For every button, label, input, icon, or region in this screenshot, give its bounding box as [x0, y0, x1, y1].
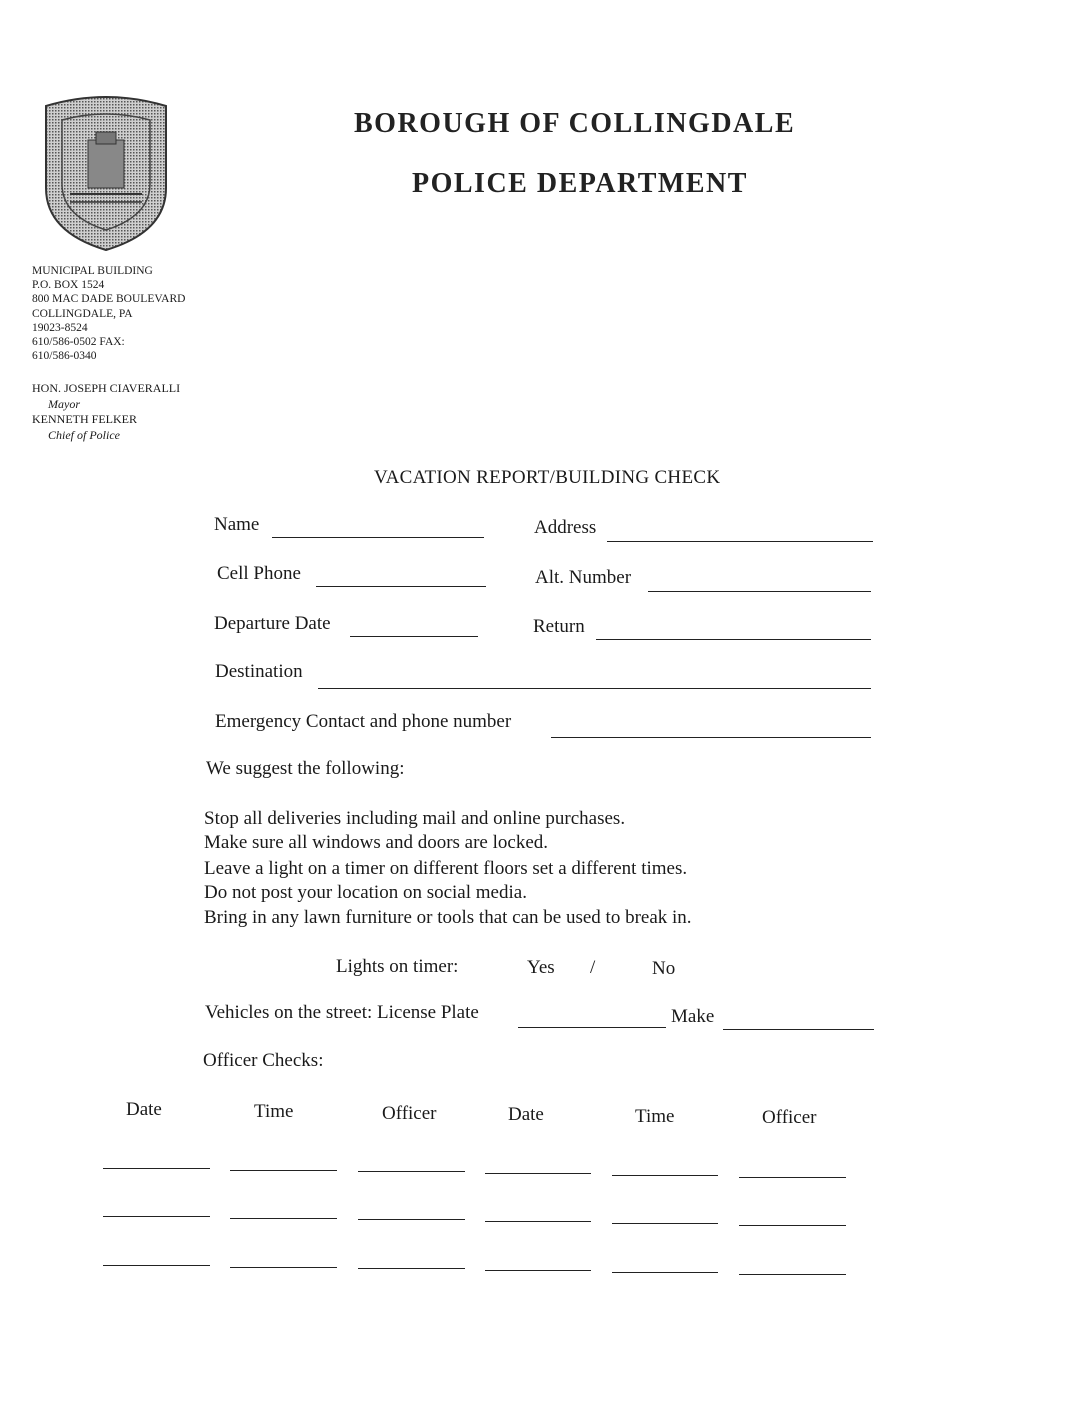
- department-title: POLICE DEPARTMENT: [412, 168, 748, 199]
- address-line: P.O. BOX 1524: [32, 279, 105, 292]
- make-label: Make: [671, 1006, 715, 1027]
- check-entry-line[interactable]: [485, 1221, 591, 1222]
- cell-phone-label: Cell Phone: [217, 563, 301, 584]
- address-line: COLLINGDALE, PA: [32, 307, 133, 320]
- column-header-time: Time: [635, 1106, 675, 1127]
- suggestion-item: Make sure all windows and doors are locked.: [204, 832, 549, 853]
- column-header-officer: Officer: [762, 1107, 817, 1128]
- vehicles-label: Vehicles on the street: License Plate: [205, 1002, 479, 1023]
- officer-checks-label: Officer Checks:: [203, 1050, 324, 1071]
- chief-title: Chief of Police: [48, 427, 120, 442]
- no-option[interactable]: No: [652, 958, 676, 979]
- yes-option[interactable]: Yes: [527, 957, 555, 978]
- make-field[interactable]: [723, 1029, 874, 1030]
- name-label: Name: [214, 514, 260, 535]
- check-entry-line[interactable]: [230, 1170, 337, 1171]
- address-line: 610/586-0340: [32, 350, 97, 363]
- address-block: [32, 264, 185, 363]
- return-label: Return: [533, 616, 585, 637]
- suggestion-item: Leave a light on a timer on different floors set a different times.: [204, 858, 688, 879]
- emergency-contact-field[interactable]: [551, 737, 871, 738]
- suggestion-item: Stop all deliveries including mail and online purchases.: [204, 808, 626, 829]
- check-entry-line[interactable]: [485, 1270, 591, 1271]
- departure-date-field[interactable]: [350, 636, 478, 637]
- check-entry-line[interactable]: [358, 1219, 465, 1220]
- address-field[interactable]: [607, 541, 873, 542]
- check-entry-line[interactable]: [485, 1173, 591, 1174]
- column-header-date: Date: [508, 1104, 544, 1125]
- check-entry-line[interactable]: [358, 1268, 465, 1269]
- emergency-contact-label: Emergency Contact and phone number: [215, 711, 512, 732]
- name-field[interactable]: [272, 537, 484, 538]
- police-seal-logo: [40, 92, 172, 252]
- check-entry-line[interactable]: [739, 1225, 846, 1226]
- address-label: Address: [534, 517, 597, 538]
- address-line: 800 MAC DADE BOULEVARD: [32, 293, 186, 306]
- cell-phone-field[interactable]: [316, 586, 486, 587]
- license-plate-field[interactable]: [518, 1027, 666, 1028]
- address-line: 610/586-0502 FAX:: [32, 336, 125, 349]
- form-title: VACATION REPORT/BUILDING CHECK: [374, 467, 721, 488]
- borough-title: BOROUGH OF COLLINGDALE: [354, 108, 796, 139]
- column-header-officer: Officer: [382, 1103, 437, 1124]
- departure-date-label: Departure Date: [214, 613, 331, 634]
- mayor-name: HON. JOSEPH CIAVERALLI: [32, 381, 181, 395]
- option-separator: /: [590, 957, 596, 978]
- check-entry-line[interactable]: [612, 1223, 718, 1224]
- check-entry-line[interactable]: [230, 1218, 337, 1219]
- alt-number-field[interactable]: [648, 591, 871, 592]
- check-entry-line[interactable]: [103, 1216, 210, 1217]
- check-entry-line[interactable]: [739, 1177, 846, 1178]
- check-entry-line[interactable]: [103, 1265, 210, 1266]
- officials-block: [32, 381, 180, 443]
- check-entry-line[interactable]: [739, 1274, 846, 1275]
- check-entry-line[interactable]: [103, 1168, 210, 1169]
- check-entry-line[interactable]: [612, 1175, 718, 1176]
- address-line: 19023-8524: [32, 321, 88, 334]
- mayor-title: Mayor: [48, 396, 80, 411]
- column-header-date: Date: [126, 1099, 162, 1120]
- address-line: MUNICIPAL BUILDING: [32, 265, 153, 277]
- alt-number-label: Alt. Number: [535, 567, 632, 588]
- return-field[interactable]: [596, 639, 871, 640]
- destination-field[interactable]: [318, 688, 871, 689]
- suggestion-item: Do not post your location on social media.: [204, 882, 527, 903]
- lights-on-timer-label: Lights on timer:: [336, 956, 459, 977]
- suggestion-item: Bring in any lawn furniture or tools that can be used to break in.: [204, 907, 692, 928]
- check-entry-line[interactable]: [358, 1171, 465, 1172]
- column-header-time: Time: [254, 1101, 294, 1122]
- destination-label: Destination: [215, 661, 303, 682]
- chief-name: KENNETH FELKER: [32, 412, 137, 426]
- suggest-intro: We suggest the following:: [206, 758, 405, 779]
- check-entry-line[interactable]: [230, 1267, 337, 1268]
- check-entry-line[interactable]: [612, 1272, 718, 1273]
